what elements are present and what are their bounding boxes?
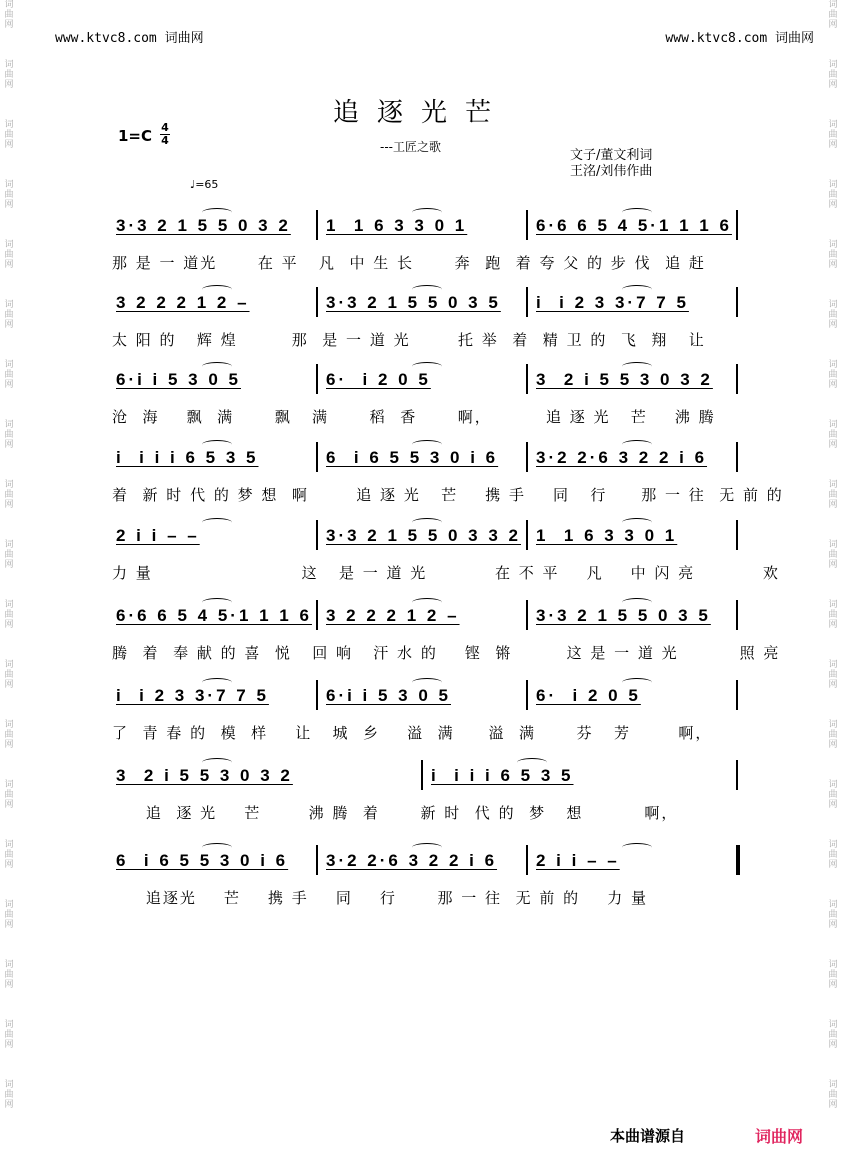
watermark-text: 词 曲 网 (4, 360, 14, 390)
watermark-text: 词 曲 网 (828, 420, 838, 450)
barline (736, 760, 738, 790)
watermark-text: 词 曲 网 (828, 900, 838, 930)
watermark-text: 词 曲 网 (828, 660, 838, 690)
watermark-text: 词 曲 网 (828, 180, 838, 210)
watermark-text: 词 曲 网 (4, 840, 14, 870)
barline (736, 210, 738, 240)
measure: 3 2 i 5 5 3 0 3 2 (116, 766, 293, 785)
barline (316, 442, 318, 472)
measure: 3·2 2·6 3 2 2 i 6 (326, 851, 498, 870)
slur-mark (202, 285, 232, 294)
slur-mark (622, 518, 652, 527)
measure: i i 2 3 3·7 7 5 (536, 293, 689, 312)
lyric-line: 力 量 这 是 一 道 光 在 不 平 凡 中 闪 亮 欢 (112, 564, 780, 582)
barline (526, 210, 528, 240)
song-subtitle: ---工匠之歌 (380, 140, 441, 154)
barline (526, 442, 528, 472)
lyric-line: 那 是 一 道光 在 平 凡 中 生 长 奔 跑 着 夸 父 的 步 伐 追 赶 (112, 254, 706, 272)
slur-mark (517, 758, 547, 767)
measure: 6·6 6 5 4 5·1 1 1 6 (116, 606, 312, 625)
barline (421, 760, 423, 790)
site-url-left[interactable]: www.ktvc8.com 词曲网 (55, 31, 204, 46)
measure: 3·3 2 1 5 5 0 3 2 (116, 216, 291, 235)
barline (526, 845, 528, 875)
watermark-text: 词 曲 网 (828, 60, 838, 90)
measure: i i i i 6 5 3 5 (116, 448, 259, 467)
slur-mark (412, 598, 442, 607)
site-url-right[interactable]: www.ktvc8.com 词曲网 (665, 31, 814, 46)
barline (526, 520, 528, 550)
barline (316, 520, 318, 550)
slur-mark (202, 208, 232, 217)
measure: 6·i i 5 3 0 5 (116, 370, 241, 389)
lyric-line: 追 逐 光 芒 沸 腾 着 新 时 代 的 梦 想 啊， (112, 804, 679, 822)
slur-mark (622, 440, 652, 449)
slur-mark (412, 678, 442, 687)
watermark-text: 词 曲 网 (828, 780, 838, 810)
slur-mark (412, 440, 442, 449)
watermark-text: 词 曲 网 (828, 1020, 838, 1050)
lyricist: 文子/董文利词 (570, 148, 653, 163)
lyric-line: 着 新 时 代 的 梦 想 啊 追 逐 光 芒 携 手 同 行 那 一 往 无 前 的 (112, 486, 784, 504)
watermark-left (2, 0, 16, 1171)
measure: 2 i i – – (536, 851, 620, 870)
watermark-text: 词 曲 网 (4, 420, 14, 450)
slur-mark (412, 208, 442, 217)
lyric-line: 追逐光 芒 携 手 同 行 那 一 往 无 前 的 力 量 (112, 889, 648, 907)
watermark-text: 词 曲 网 (4, 1080, 14, 1110)
barline (316, 287, 318, 317)
tempo-mark: ♩=65 (190, 178, 219, 191)
slur-mark (412, 518, 442, 527)
slur-mark (622, 843, 652, 852)
measure: 6· i 2 0 5 (536, 686, 641, 705)
barline (736, 520, 738, 550)
measure: 2 i i – – (116, 526, 200, 545)
watermark-text: 词 曲 网 (828, 540, 838, 570)
watermark-text: 词 曲 网 (4, 780, 14, 810)
slur-mark (622, 598, 652, 607)
measure: 1 1 6 3 3 0 1 (536, 526, 678, 545)
slur-mark (202, 440, 232, 449)
watermark-text: 词 曲 网 (828, 840, 838, 870)
notation-line (112, 843, 744, 873)
composer: 王洺/刘伟作曲 (570, 164, 653, 179)
watermark-text: 词 曲 网 (4, 960, 14, 990)
watermark-text: 词 曲 网 (828, 720, 838, 750)
watermark-text: 词 曲 网 (4, 1020, 14, 1050)
slur-mark (622, 678, 652, 687)
lyric-line: 腾 着 奉 献 的 喜 悦 回 响 汗 水 的 铿 锵 这 是 一 道 光 照 亮 (112, 644, 781, 662)
barline (526, 287, 528, 317)
slur-mark (622, 285, 652, 294)
meter-top: 4 (161, 121, 169, 134)
notation-line (112, 678, 744, 708)
measure: 3·3 2 1 5 5 0 3 5 (326, 293, 501, 312)
watermark-right (826, 0, 840, 1171)
slur-mark (412, 843, 442, 852)
barline (736, 287, 738, 317)
barline (316, 364, 318, 394)
slur-mark (412, 362, 442, 371)
barline (316, 680, 318, 710)
barline (736, 364, 738, 394)
final-barline (736, 845, 740, 875)
measure: 1 1 6 3 3 0 1 (326, 216, 468, 235)
barline (736, 600, 738, 630)
watermark-text: 词 曲 网 (4, 660, 14, 690)
notation-line (112, 362, 744, 392)
notation-line (112, 758, 744, 788)
measure: 3 2 2 2 1 2 – (326, 606, 460, 625)
watermark-text: 词 曲 网 (828, 120, 838, 150)
watermark-text: 词 曲 网 (828, 1080, 838, 1110)
slur-mark (622, 208, 652, 217)
measure: 3 2 2 2 1 2 – (116, 293, 250, 312)
credits (570, 148, 652, 180)
measure: i i i i 6 5 3 5 (431, 766, 574, 785)
measure: 3·2 2·6 3 2 2 i 6 (536, 448, 708, 467)
slur-mark (202, 362, 232, 371)
watermark-text: 词 曲 网 (4, 720, 14, 750)
watermark-text: 词 曲 网 (4, 300, 14, 330)
slur-mark (202, 843, 232, 852)
watermark-text: 词 曲 网 (4, 60, 14, 90)
watermark-text: 词 曲 网 (4, 900, 14, 930)
slur-mark (202, 758, 232, 767)
watermark-text: 词 曲 网 (4, 480, 14, 510)
measure: 3 2 i 5 5 3 0 3 2 (536, 370, 713, 389)
barline (526, 680, 528, 710)
slur-mark (622, 362, 652, 371)
notation-line (112, 285, 744, 315)
lyric-line: 了 青 春 的 模 样 让 城 乡 溢 满 溢 满 芬 芳 啊， (112, 724, 713, 742)
notation-line (112, 598, 744, 628)
watermark-text: 词 曲 网 (828, 0, 838, 30)
notation-line (112, 440, 744, 470)
watermark-text: 词 曲 网 (4, 540, 14, 570)
slur-mark (202, 518, 232, 527)
barline (316, 845, 318, 875)
song-title: 追逐光芒 (332, 98, 509, 128)
time-signature (160, 122, 170, 147)
watermark-text: 词 曲 网 (4, 600, 14, 630)
measure: 6· i 2 0 5 (326, 370, 431, 389)
barline (316, 210, 318, 240)
notation-line (112, 518, 744, 548)
barline (736, 442, 738, 472)
source-label: 本曲谱源自 (610, 1127, 686, 1145)
slur-mark (202, 678, 232, 687)
measure: i i 2 3 3·7 7 5 (116, 686, 269, 705)
slur-mark (202, 598, 232, 607)
barline (736, 680, 738, 710)
measure: 6 i 6 5 5 3 0 i 6 (116, 851, 289, 870)
watermark-text: 词 曲 网 (4, 180, 14, 210)
measure: 6·6 6 5 4 5·1 1 1 6 (536, 216, 732, 235)
barline (526, 364, 528, 394)
notation-line (112, 208, 744, 238)
watermark-text: 词 曲 网 (4, 240, 14, 270)
measure: 3·3 2 1 5 5 0 3 3 2 (326, 526, 521, 545)
lyric-line: 太 阳 的 辉 煌 那 是 一 道 光 托 举 着 精 卫 的 飞 翔 让 (112, 331, 706, 349)
meter-bottom: 4 (161, 134, 169, 147)
lyric-line: 沧 海 飘 满 飘 满 稻 香 啊， 追 逐 光 芒 沸 腾 (112, 408, 716, 426)
brand-logo[interactable]: 词曲网 (755, 1127, 804, 1146)
watermark-text: 词 曲 网 (828, 360, 838, 390)
watermark-text: 词 曲 网 (828, 300, 838, 330)
slur-mark (412, 285, 442, 294)
watermark-text: 词 曲 网 (828, 600, 838, 630)
watermark-text: 词 曲 网 (828, 240, 838, 270)
measure: 6 i 6 5 5 3 0 i 6 (326, 448, 499, 467)
watermark-text: 词 曲 网 (828, 960, 838, 990)
key-signature: 1=C (118, 127, 153, 145)
barline (526, 600, 528, 630)
measure: 6·i i 5 3 0 5 (326, 686, 451, 705)
watermark-text: 词 曲 网 (4, 120, 14, 150)
barline (316, 600, 318, 630)
watermark-text: 词 曲 网 (4, 0, 14, 30)
watermark-text: 词 曲 网 (828, 480, 838, 510)
measure: 3·3 2 1 5 5 0 3 5 (536, 606, 711, 625)
